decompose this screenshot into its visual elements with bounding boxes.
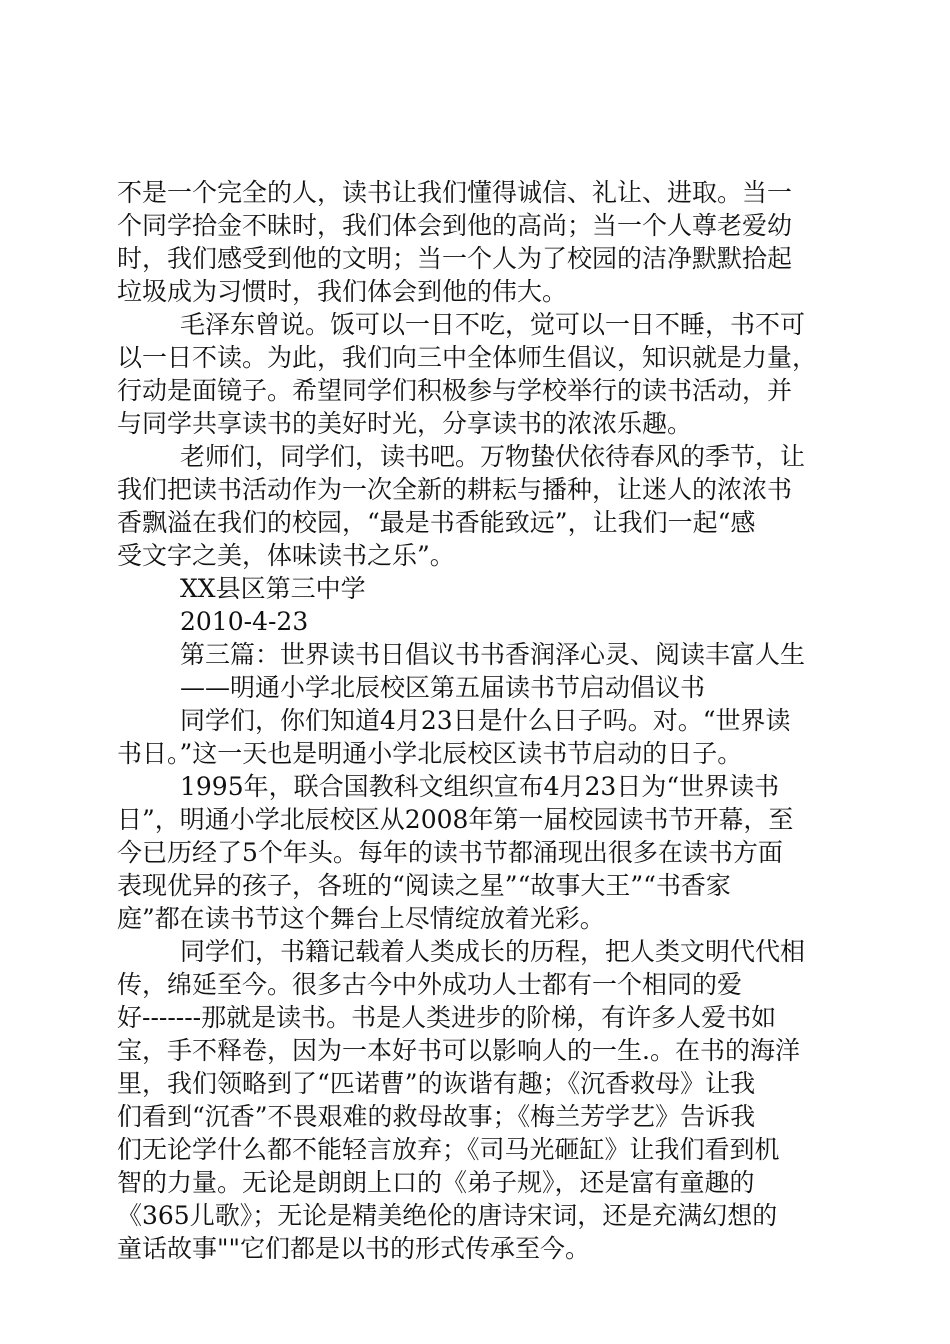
text-line: 里，我们领略到了“匹诺曹”的诙谐有趣；《沉香救母》让我	[117, 1069, 756, 1098]
text-line: 好-------那就是读书。书是人类进步的阶梯，有许多人爱书如	[117, 1003, 777, 1032]
text-line: 不是一个完全的人，读书让我们懂得诚信、礼让、进取。当一	[117, 178, 793, 207]
text-line: 们无论学什么都不能轻言放弃；《司马光砸缸》让我们看到机	[117, 1135, 780, 1164]
text-line: 日”，明通小学北辰校区从2008年第一届校园读书节开幕，至	[117, 805, 794, 834]
text-line: 表现优异的孩子，各班的“阅读之星”“故事大王”“书香家	[117, 871, 731, 900]
text-line: 今已历经了5个年头。每年的读书节都涌现出很多在读书方面	[117, 838, 783, 867]
text-line: 同学们，书籍记载着人类成长的历程，把人类文明代代相	[180, 937, 806, 966]
text-line: 童话故事""它们都是以书的形式传承至今。	[117, 1234, 590, 1263]
text-line: 时，我们感受到他的文明；当一个人为了校园的洁净默默拾起	[117, 244, 793, 273]
text-line: 传，绵延至今。很多古今中外成功人士都有一个相同的爱	[117, 970, 743, 999]
text-line: 行动是面镜子。希望同学们积极参与学校举行的读书活动，并	[117, 376, 793, 405]
signature-org: XX县区第三中学	[180, 574, 366, 603]
text-line: 老师们，同学们，读书吧。万物蛰伏依待春风的季节，让	[180, 442, 806, 471]
text-line: 同学们，你们知道4月23日是什么日子吗。对。“世界读	[180, 706, 791, 735]
text-line: 我们把读书活动作为一次全新的耕耘与播种，让迷人的浓浓书	[117, 475, 793, 504]
text-line: 以一日不读。为此，我们向三中全体师生倡议，知识就是力量，	[117, 343, 818, 372]
text-line: 垃圾成为习惯时，我们体会到他的伟大。	[117, 277, 568, 306]
text-line: 1995年，联合国教科文组织宣布4月23日为“世界读书	[180, 772, 780, 801]
text-line: 毛泽东曾说。饭可以一日不吃，觉可以一日不睡，书不可	[180, 310, 806, 339]
signature-date: 2010-4-23	[180, 607, 309, 636]
text-line: 书日。”这一天也是明通小学北辰校区读书节启动的日子。	[117, 739, 743, 768]
text-line: 宝，手不释卷，因为一本好书可以影响人的一生.。在书的海洋	[117, 1036, 800, 1065]
text-line: 们看到“沉香”不畏艰难的救母故事；《梅兰芳学艺》告诉我	[117, 1102, 756, 1131]
text-line: 受文字之美，体味读书之乐”。	[117, 541, 455, 570]
text-line: 庭”都在读书节这个舞台上尽情绽放着光彩。	[117, 904, 605, 933]
text-line: 与同学共享读书的美好时光，分享读书的浓浓乐趣。	[117, 409, 693, 438]
text-line: 个同学拾金不昧时，我们体会到他的高尚；当一个人尊老爱幼	[117, 211, 793, 240]
text-line: 智的力量。无论是朗朗上口的《弟子规》，还是富有童趣的	[117, 1168, 755, 1197]
section-title: 第三篇：世界读书日倡议书书香润泽心灵、阅读丰富人生	[180, 640, 806, 669]
section-subtitle: ——明通小学北辰校区第五届读书节启动倡议书	[180, 673, 706, 702]
text-line: 香飘溢在我们的校园，“最是书香能致远”，让我们一起“感	[117, 508, 756, 537]
text-line: 《365儿歌》；无论是精美绝伦的唐诗宋词，还是充满幻想的	[117, 1201, 778, 1230]
